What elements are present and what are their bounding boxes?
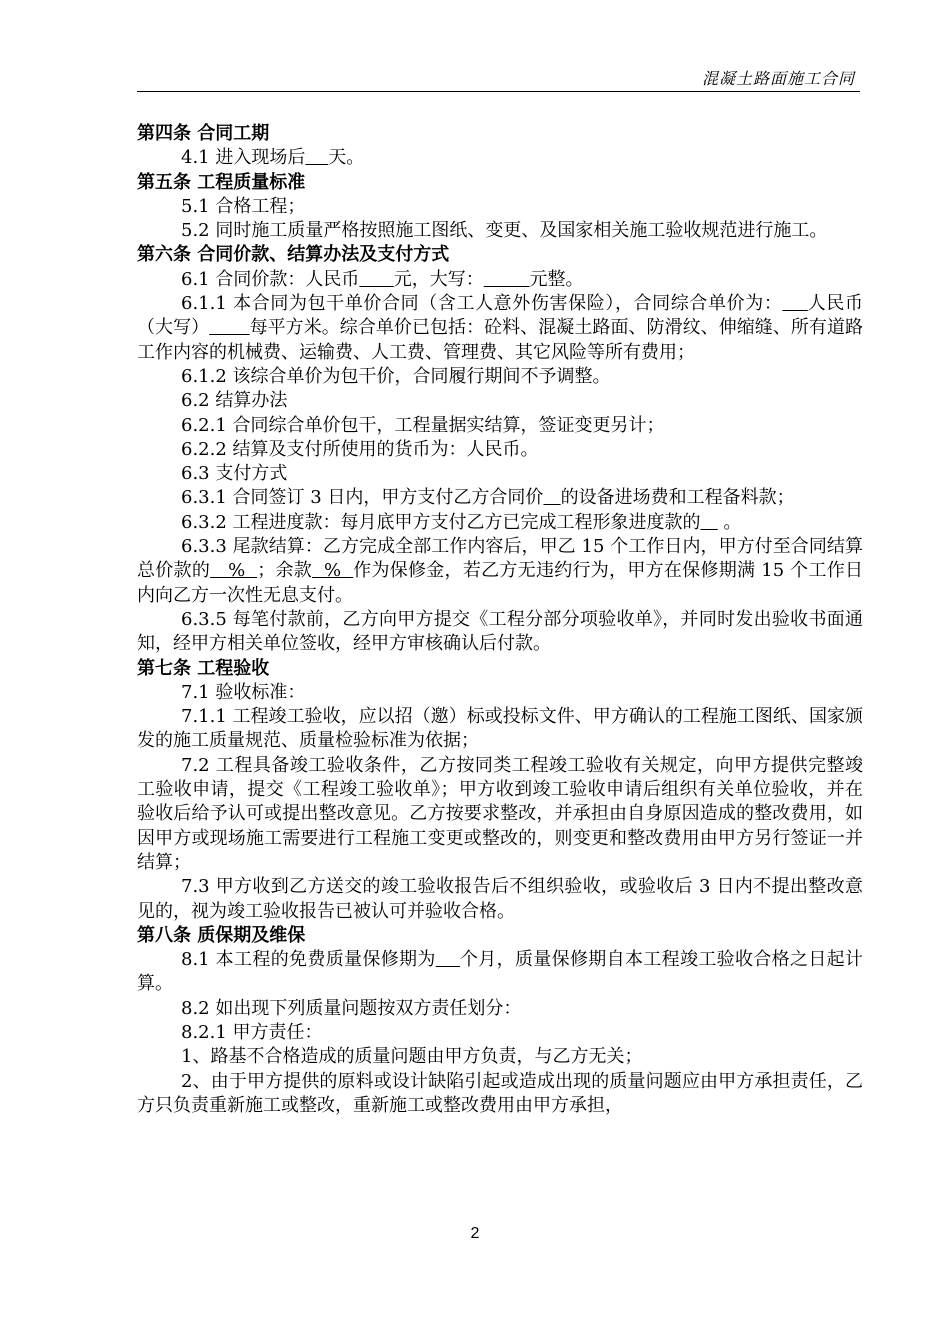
clause-text: 6.2 结算办法 [181, 390, 288, 412]
clause-text: 6.3.3 尾款结算：乙方完成全部工作内容后，甲乙 15 个工作日内，甲方付至合同结算总价款的 [137, 536, 863, 582]
fill-in-blank: % [210, 560, 258, 582]
clause-paragraph [137, 997, 863, 1021]
clause-paragraph [137, 486, 863, 510]
section-heading [137, 122, 863, 146]
clause-text: 6.1.1 本合同为包干单价合同（含工人意外伤害保险），合同综合单价为： [181, 293, 783, 315]
clause-paragraph [137, 462, 863, 486]
clause-text: 6.2.1 合同综合单价包干，工程量据实结算，签证变更另计； [181, 414, 665, 436]
clause-text: 7.1.1 工程竣工验收，应以招（邀）标或投标文件、甲方确认的工程施工图纸、国家颁发的施工质量规范、质量检验标准为依据； [137, 706, 863, 752]
clause-text: 7.3 甲方收到乙方送交的竣工验收报告后不组织验收，或验收后 3 日内不提出整改意见的，视为竣工验收报告已被认可并验收合格。 [137, 876, 863, 922]
clause-text: 5.1 合格工程； [181, 195, 306, 217]
clause-text: 8.2 如出现下列质量问题按双方责任划分： [181, 997, 522, 1019]
clause-text: 4.1 进入现场后 [181, 147, 306, 169]
clause-paragraph [137, 268, 863, 292]
clause-text: 第七条 工程验收 [137, 657, 270, 679]
clause-text: 6.3.5 每笔付款前，乙方向甲方提交《工程分部分项验收单》，并同时发出验收书面通知，经甲方相关单位签收，经甲方审核确认后付款。 [137, 608, 863, 655]
clause-paragraph [137, 608, 863, 657]
clause-text: 8.2.1 甲方责任： [181, 1021, 323, 1043]
clause-text: 6.3 支付方式 [181, 463, 288, 485]
clause-text: 5.2 同时施工质量严格按照施工图纸、变更、及国家相关施工验收规范进行施工。 [181, 220, 828, 242]
clause-text: 6.3.2 工程进度款：每月底甲方支付乙方已完成工程形象进度款的 [181, 511, 701, 533]
clause-text: 天。 [328, 147, 365, 169]
clause-text: 7.2 工程具备竣工验收条件，乙方按同类工程竣工验收有关规定，向甲方提供完整竣工验收申请，提交《工程竣工验收单》；甲方收到竣工验收申请后组织有关单位验收，并在验收后给予认可或提出整改意见。乙方按要求整改，并承担由自身原因造成的整改费用，如因甲方或现场施工需要进行工程施工变更或整改的，则变更和整改费用由甲方另行签证一并结算； [137, 754, 863, 873]
clause-paragraph [137, 535, 863, 608]
running-header-title: 混凝土路面施工合同 [701, 69, 855, 88]
clause-paragraph [137, 195, 863, 219]
section-heading [137, 657, 863, 681]
clause-paragraph [137, 511, 863, 535]
clause-text: 元，大写： [393, 268, 484, 290]
clause-paragraph [137, 146, 863, 170]
clause-text: 6.1 合同价款：人民币 [181, 268, 360, 290]
clause-paragraph [137, 875, 863, 924]
clause-text: 个月，质量保修期自本工程竣工验收合格之日起计算。 [137, 949, 863, 995]
clause-paragraph [137, 948, 863, 997]
fill-in-blank [484, 269, 530, 290]
clause-paragraph [137, 414, 863, 438]
clause-paragraph [137, 1070, 863, 1119]
fill-in-blank [543, 487, 560, 508]
fill-in-blank [209, 317, 249, 338]
section-heading [137, 171, 863, 195]
clause-text: 第四条 合同工期 [137, 123, 270, 144]
clause-paragraph [137, 681, 863, 705]
section-heading [137, 924, 863, 948]
clause-text: 第八条 质保期及维保 [137, 924, 306, 946]
clause-paragraph [137, 754, 863, 875]
clause-text: 元整。 [529, 268, 584, 290]
fill-in-blank [701, 512, 718, 533]
clause-paragraph [137, 365, 863, 389]
clause-paragraph [137, 1021, 863, 1045]
clause-paragraph [137, 1045, 863, 1069]
clause-text: 。 [717, 511, 742, 533]
fill-in-blank [436, 949, 460, 970]
fill-in-blank [782, 293, 807, 314]
clause-text: 第六条 合同价款、结算办法及支付方式 [137, 244, 450, 266]
header-divider [137, 91, 860, 92]
clause-text: 6.2.2 结算及支付所使用的货币为：人民币。 [181, 438, 539, 460]
fill-in-blank: % [312, 560, 354, 582]
clause-paragraph [137, 219, 863, 243]
clause-paragraph [137, 438, 863, 462]
page-number: 2 [470, 1225, 480, 1242]
clause-paragraph [137, 705, 863, 754]
clause-text: 1、路基不合格造成的质量问题由甲方负责，与乙方无关； [181, 1046, 643, 1068]
fill-in-blank [305, 147, 328, 168]
clause-text: 作为保修金，若乙方无违约行为，甲方在保修期满 15 个工作日内向乙方一次性无息支付。 [137, 560, 864, 606]
clause-text: 6.1.2 该综合单价为包干价，合同履行期间不予调整。 [181, 365, 611, 387]
clause-paragraph [137, 389, 863, 413]
clause-text: 6.3.1 合同签订 3 日内，甲方支付乙方合同价 [181, 487, 544, 509]
document-body [137, 122, 863, 1118]
clause-text: ；余款 [257, 560, 313, 582]
section-heading [137, 243, 863, 267]
clause-text: 8.1 本工程的免费质量保修期为 [181, 949, 436, 971]
clause-text: 7.1 验收标准： [181, 681, 306, 703]
fill-in-blank [359, 269, 393, 290]
clause-text: 2、由于甲方提供的原料或设计缺陷引起或造成出现的质量问题应由甲方承担责任，乙方只负责重新施工或整改，重新施工或整改费用由甲方承担， [137, 1070, 863, 1116]
clause-text: 每平方米。综合单价已包括：砼料、混凝土路面、防滑纹、伸缩缝、所有道路工作内容的机械费、运输费、人工费、管理费、其它风险等所有费用； [137, 317, 864, 363]
clause-text: 人民币（大写） [137, 293, 863, 339]
clause-text: 第五条 工程质量标准 [137, 171, 306, 193]
clause-text: 的设备进场费和工程备料款； [560, 487, 795, 509]
clause-paragraph [137, 292, 863, 365]
